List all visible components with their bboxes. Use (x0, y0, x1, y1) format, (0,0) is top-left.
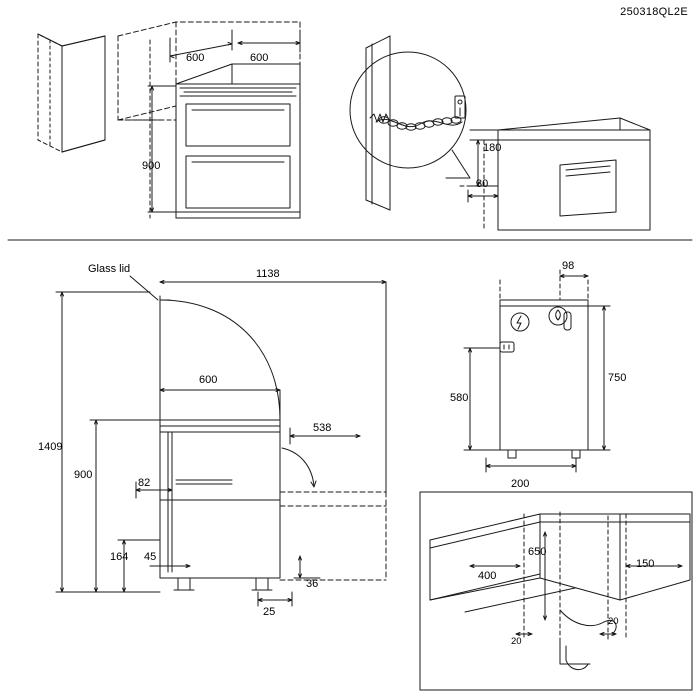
dim-install-center: 650 (528, 546, 547, 558)
dim-install-small-left: 20 (511, 636, 522, 647)
dim-rear-cable-height: 580 (450, 392, 469, 404)
dim-plinth: 164 (110, 551, 129, 563)
dim-top-left-width-a: 600 (186, 52, 205, 64)
dim-top-right-offset: 30 (476, 178, 489, 190)
dim-body-height: 900 (74, 469, 93, 481)
dim-install-right: 150 (636, 558, 655, 570)
drawing-code: 250318QL2E (620, 6, 688, 18)
dim-top-left-width-b: 600 (250, 52, 269, 64)
dim-opening: 600 (199, 374, 218, 386)
dim-rear-foot-width: 200 (511, 478, 530, 490)
dim-total-width: 1138 (256, 268, 280, 280)
dim-top-right-depth: 180 (483, 142, 502, 154)
dim-rear-top-offset: 98 (562, 260, 575, 272)
label-glass-lid: Glass lid (88, 263, 131, 275)
dim-foot: 45 (144, 551, 157, 563)
dim-top-left-height: 900 (142, 160, 161, 172)
dim-install-small-right: 20 (608, 616, 619, 627)
dim-install-left-gap: 400 (478, 570, 497, 582)
dim-rear-tiny: 25 (263, 606, 276, 618)
dim-front-offset: 82 (138, 477, 151, 489)
dim-total-height: 1409 (38, 441, 63, 453)
dim-rear-small: 36 (306, 578, 319, 590)
dim-door-swing: 538 (313, 422, 332, 434)
dim-rear-total-height: 750 (608, 372, 627, 384)
